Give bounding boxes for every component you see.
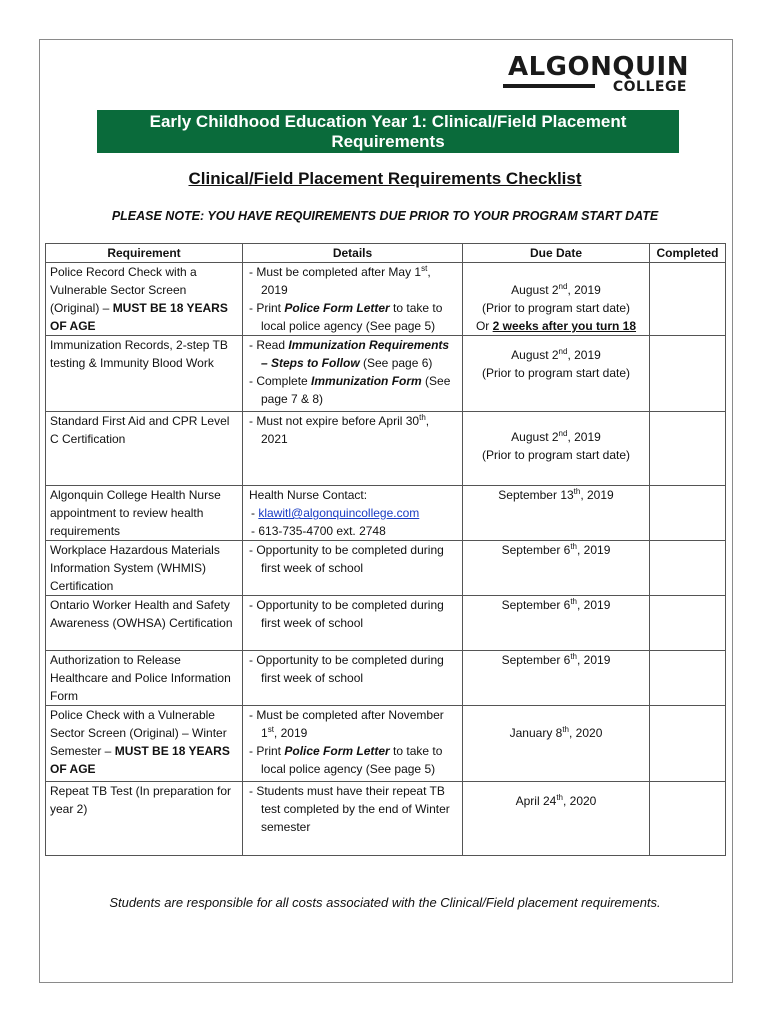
completed-cell[interactable]	[650, 486, 726, 541]
requirement-text: Repeat TB Test (In preparation for year 2)	[50, 784, 231, 816]
table-row	[46, 706, 726, 782]
requirement-cell	[46, 706, 243, 782]
due-date-alternative: Or 2 weeks after you turn 18	[475, 319, 637, 333]
detail-item: - Must be completed after November 1st, 2019	[249, 708, 444, 740]
completed-cell[interactable]	[650, 541, 726, 596]
header-details: Details	[243, 244, 463, 263]
details-cell	[243, 706, 463, 782]
requirement-text: Ontario Worker Health and Safety Awareness (OWHSA) Certification	[50, 598, 233, 630]
due-date: January 8th, 2020	[509, 725, 603, 740]
due-date-cell	[463, 706, 650, 782]
contact-label: Health Nurse Contact:	[249, 488, 368, 502]
table-row	[46, 263, 726, 336]
logo-bar	[503, 84, 595, 88]
details-cell	[243, 651, 463, 706]
checklist-title: Clinical/Field Placement Requirements Checklist	[188, 169, 582, 188]
due-date-note: (Prior to program start date)	[481, 448, 631, 462]
due-date: September 6th, 2019	[501, 597, 611, 612]
header-due-date: Due Date	[463, 244, 650, 263]
requirement-cell	[46, 263, 243, 336]
detail-item: - Students must have their repeat TB test completed by the end of Winter semester	[249, 784, 450, 834]
completed-cell[interactable]	[650, 782, 726, 856]
completed-cell[interactable]	[650, 596, 726, 651]
detail-item: - 613-735-4700 ext. 2748	[251, 524, 386, 538]
requirement-cell	[46, 486, 243, 541]
details-cell	[243, 263, 463, 336]
detail-item: - Complete Immunization Form (See page 7 & 8)	[249, 374, 451, 406]
due-date-note: (Prior to program start date)	[481, 366, 631, 380]
due-date-cell	[463, 651, 650, 706]
table-row	[46, 596, 726, 651]
requirement-cell	[46, 782, 243, 856]
due-date: September 13th, 2019	[498, 487, 614, 502]
due-date-cell	[463, 541, 650, 596]
detail-item: - Must be completed after May 1st, 2019	[249, 264, 431, 297]
completed-cell[interactable]	[650, 263, 726, 336]
cost-responsibility-footer: Students are responsible for all costs associated with the Clinical/Field placement requirements.	[109, 895, 661, 910]
due-date: April 24th, 2020	[515, 793, 597, 808]
table-row	[46, 651, 726, 706]
table-row	[46, 412, 726, 486]
detail-item: - Opportunity to be completed during first week of school	[249, 653, 444, 685]
due-date: August 2nd, 2019	[511, 429, 601, 444]
detail-item: - Read Immunization Requirements – Steps to Follow (See page 6)	[249, 338, 450, 370]
due-date-cell	[463, 486, 650, 541]
nurse-phone: 613-735-4700 ext. 2748	[258, 524, 386, 538]
page-title: Early Childhood Education Year 1: Clinical/Field Placement Requirements	[149, 112, 627, 151]
requirement-cell	[46, 541, 243, 596]
logo-wordmark: ALGONQUIN	[507, 52, 689, 82]
table-row	[46, 486, 726, 541]
table-header-row	[46, 244, 726, 263]
due-date-note: (Prior to program start date)	[481, 301, 631, 315]
due-date: August 2nd, 2019	[511, 347, 601, 362]
detail-item: - Must not expire before April 30th, 2021	[249, 413, 430, 446]
due-date-cell	[463, 412, 650, 486]
requirement-emphasis: MUST BE 18 YEARS OF AGE	[50, 301, 228, 333]
completed-cell[interactable]	[650, 651, 726, 706]
requirement-cell	[46, 596, 243, 651]
header-completed: Completed	[650, 244, 726, 263]
due-date: September 6th, 2019	[501, 652, 611, 667]
detail-item: - Opportunity to be completed during first week of school	[249, 598, 444, 630]
completed-cell[interactable]	[650, 336, 726, 412]
program-start-notice: PLEASE NOTE: YOU HAVE REQUIREMENTS DUE PRIOR TO YOUR PROGRAM START DATE	[111, 209, 659, 223]
requirement-text: Immunization Records, 2-step TB testing & Immunity Blood Work	[50, 338, 228, 370]
due-date-cell	[463, 336, 650, 412]
logo-subtitle: COLLEGE	[612, 79, 687, 95]
details-cell	[243, 412, 463, 486]
detail-item: - klawitl@algonquincollege.com	[251, 506, 420, 520]
completed-cell[interactable]	[650, 706, 726, 782]
table-row	[46, 541, 726, 596]
details-cell	[243, 541, 463, 596]
detail-item: - Print Police Form Letter to take to local police agency (See page 5)	[249, 301, 443, 333]
requirement-text: Police Check with a Vulnerable Sector Screen (Original) – Winter Semester –	[50, 708, 227, 758]
detail-item: - Opportunity to be completed during first week of school	[249, 543, 444, 575]
table-row	[46, 782, 726, 856]
requirement-text: Workplace Hazardous Materials Information System (WHMIS) Certification	[50, 543, 220, 593]
requirement-text: Authorization to Release Healthcare and Police Information Form	[50, 653, 231, 703]
due-date: September 6th, 2019	[501, 542, 611, 557]
due-date-cell	[463, 782, 650, 856]
page-title-banner	[97, 110, 679, 153]
due-date-cell	[463, 596, 650, 651]
requirement-cell	[46, 651, 243, 706]
details-cell	[243, 782, 463, 856]
requirement-text: Standard First Aid and CPR Level C Certification	[50, 414, 230, 446]
requirement-text: Algonquin College Health Nurse appointment to review health requirements	[50, 488, 221, 538]
requirement-cell	[46, 336, 243, 412]
completed-cell[interactable]	[650, 412, 726, 486]
due-date-cell	[463, 263, 650, 336]
details-cell	[243, 336, 463, 412]
table-row	[46, 336, 726, 412]
details-cell	[243, 596, 463, 651]
nurse-email-link[interactable]: klawitl@algonquincollege.com	[258, 506, 420, 520]
requirement-cell	[46, 412, 243, 486]
requirement-emphasis: MUST BE 18 YEARS OF AGE	[50, 744, 230, 776]
requirement-text: Police Record Check with a Vulnerable Sector Screen (Original) –	[50, 265, 197, 315]
details-cell	[243, 486, 463, 541]
due-date: August 2nd, 2019	[511, 282, 601, 297]
college-logo	[503, 52, 689, 96]
detail-item: - Print Police Form Letter to take to local police agency (See page 5)	[249, 744, 443, 776]
requirements-table	[45, 243, 726, 856]
header-requirement: Requirement	[46, 244, 243, 263]
